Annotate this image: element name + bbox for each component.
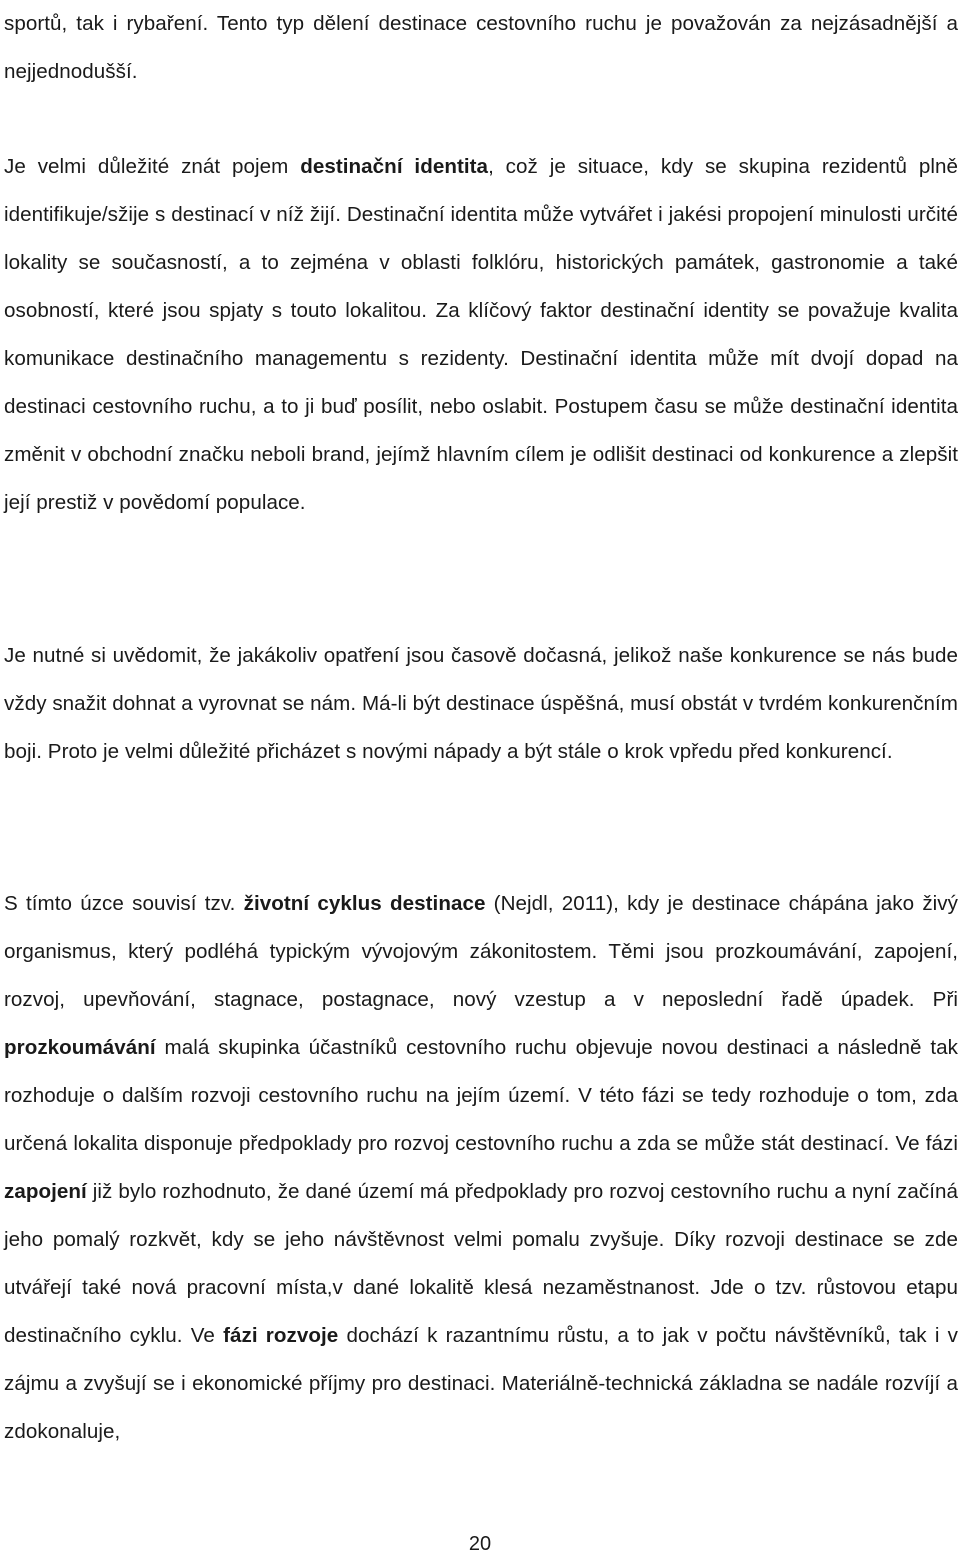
bold-term: zapojení: [4, 1180, 87, 1203]
paragraph-text: sportů, tak i rybaření. Tento typ dělení destinace cestovního ruchu je považován za nejzásadnější a nejjednodušší.: [4, 12, 958, 83]
paragraph-destination-types-end: [4, 0, 958, 96]
bold-term: životní cyklus destinace: [243, 892, 486, 915]
paragraph-text: malá skupinka účastníků cestovního ruchu objevuje novou destinaci a následně tak rozhoduje o dalším rozvoji cestovního ruchu na jejím území. V této fázi se tedy rozhoduje o tom, zda určená lokalita disponuje předpoklady pro rozvoj cestovního ruchu a zda se může stát destinací. Ve fázi: [4, 1036, 958, 1155]
bold-term: fázi rozvoje: [223, 1324, 339, 1347]
paragraph-text: , což je situace, kdy se skupina rezidentů plně identifikuje/sžije s destinací v níž žijí. Destinační identita může vytvářet i jakési propojení minulosti určité lokality se současností, a to zejména v oblasti folklóru, historických památek, gastronomie a také osobností, které jsou spjaty s touto lokalitou. Za klíčový faktor destinační identity se považuje kvalita komunikace destinačního managementu s rezidenty. Destinační identita může mít dvojí dopad na destinaci cestovního ruchu, a to ji buď posílit, nebo oslabit. Postupem času se může destinační identita změnit v obchodní značku neboli brand, jejímž hlavním cílem je odlišit destinaci od konkurence a zlepšit její prestiž v povědomí populace.: [4, 155, 958, 514]
paragraph-text: (Nejdl, 2011), kdy je destinace chápána jako živý organismus, který podléhá typickým vývojovým zákonitostem. Těmi jsou prozkoumávání, zapojení, rozvoj, upevňování, stagnace, postagnace, nový vzestup a v neposlední řadě úpadek. Při: [4, 892, 958, 1011]
page-number: 20: [468, 1533, 492, 1555]
paragraph-text: Je velmi důležité znát pojem: [4, 155, 301, 178]
paragraph-text: S tímto úzce souvisí tzv.: [4, 892, 244, 915]
paragraph-competition: [4, 632, 958, 776]
paragraph-text: Je nutné si uvědomit, že jakákoliv opatření jsou časově dočasná, jelikož naše konkurence se nás bude vždy snažit dohnat a vyrovnat se nám. Má-li být destinace úspěšná, musí obstát v tvrdém konkurenčním boji. Proto je velmi důležité přicházet s novými nápady a být stále o krok vpředu před konkurencí.: [4, 644, 958, 763]
paragraph-text: již bylo rozhodnuto, že dané území má předpoklady pro rozvoj cestovního ruchu a nyní začíná jeho pomalý rozkvět, kdy se jeho návštěvnost velmi pomalu zvyšuje. Díky rozvoji destinace se zde utvářejí také nová pracovní místa,v dané lokalitě klesá nezaměstnanost. Jde o tzv. růstovou etapu destinačního cyklu. Ve: [4, 1180, 958, 1347]
paragraph-text: dochází k razantnímu růstu, a to jak v počtu návštěvníků, tak i v zájmu a zvyšují se i ekonomické příjmy pro destinaci. Materiálně-technická základna se nadále rozvíjí a zdokonaluje,: [4, 1324, 959, 1443]
paragraph-destination-identity: [4, 143, 958, 527]
bold-term: prozkoumávání: [4, 1036, 156, 1059]
paragraph-life-cycle: [4, 880, 958, 1456]
bold-term: destinační identita: [300, 155, 489, 178]
